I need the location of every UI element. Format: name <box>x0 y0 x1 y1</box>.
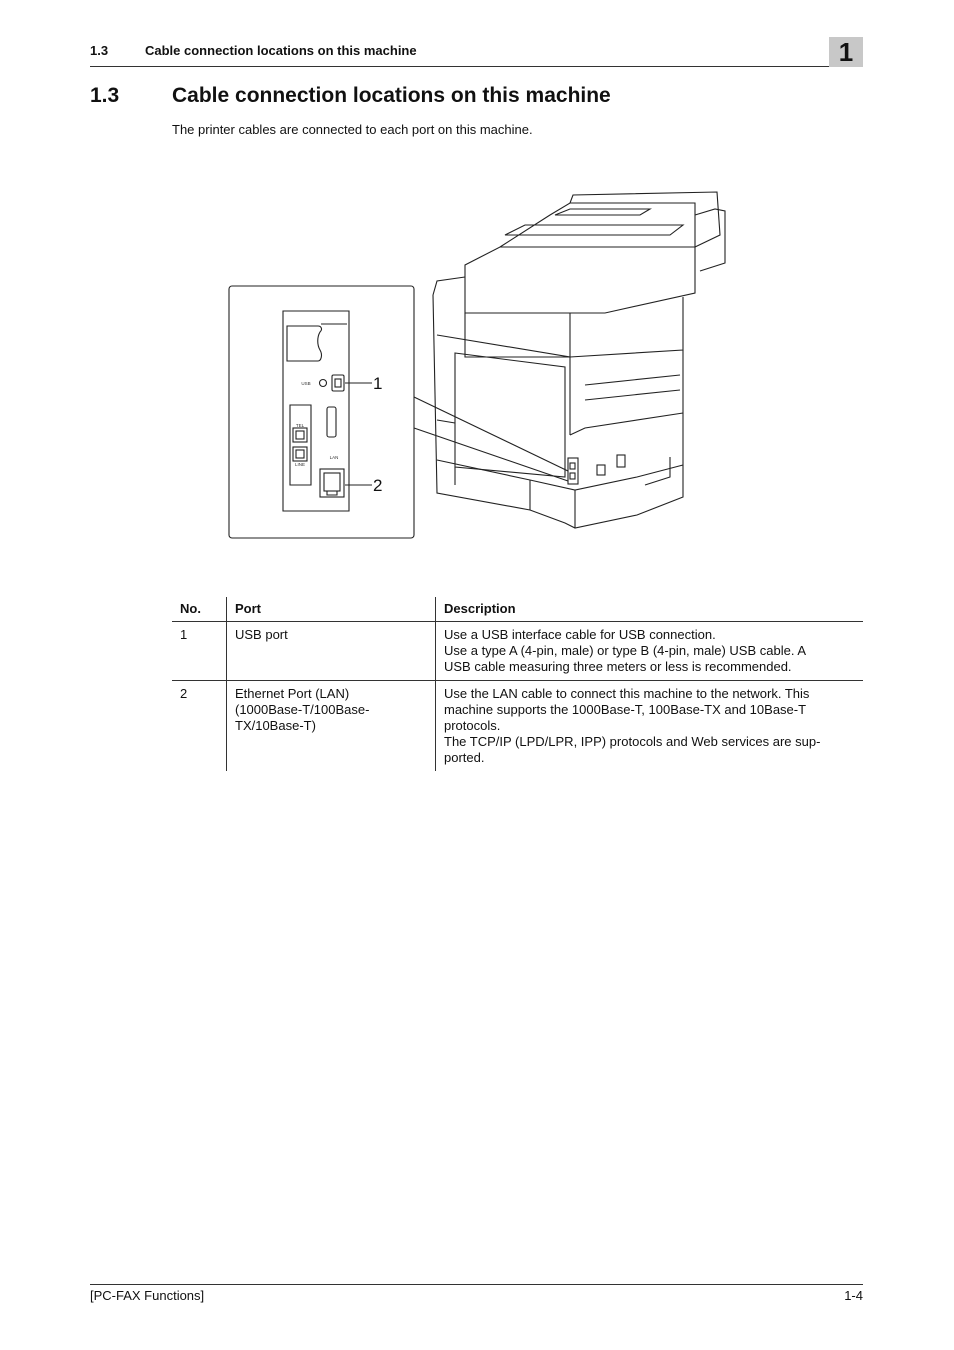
section-heading-number: 1.3 <box>90 84 120 107</box>
header-section-title: Cable connection locations on this machine <box>145 43 417 58</box>
header-section-number: 1.3 <box>90 43 109 58</box>
section-heading-title: Cable connection locations on this machine <box>172 84 611 107</box>
line-label: LINE <box>294 462 306 467</box>
table-row <box>172 622 863 681</box>
footer-page-number: 1-4 <box>844 1288 863 1303</box>
column-header-description: Description <box>436 597 864 622</box>
page-footer <box>90 1284 863 1303</box>
chapter-tab <box>829 37 863 67</box>
callout-2: 2 <box>373 476 383 495</box>
row-port: USB port <box>227 622 436 681</box>
callout-1: 1 <box>373 374 383 393</box>
ports-table <box>172 597 863 771</box>
row-description: Use the LAN cable to connect this machine to the network. This machine supports the 1000Base-T, 100Base-TX and 10Base-T protocols. The TCP/IP (LPD/LPR, IPP) protocols and Web services are sup- ported. <box>436 681 864 772</box>
row-port: Ethernet Port (LAN) (1000Base-T/100Base- TX/10Base-T) <box>227 681 436 772</box>
row-number: 1 <box>172 622 227 681</box>
lan-label: LAN <box>329 455 339 460</box>
machine-figure <box>225 185 735 545</box>
footer-manual-title: [PC-FAX Functions] <box>90 1288 205 1303</box>
machine-illustration <box>225 185 735 545</box>
column-header-port: Port <box>227 597 436 622</box>
tel-label: TEL <box>295 423 305 428</box>
table-header-row <box>172 597 863 622</box>
row-description: Use a USB interface cable for USB connection. Use a type A (4-pin, male) or type B (4-pin, male) USB cable. A USB cable measuring three meters or less is recommended. <box>436 622 864 681</box>
row-number: 2 <box>180 686 188 701</box>
column-header-no: No. <box>172 597 227 622</box>
table-row <box>172 681 863 772</box>
intro-paragraph: The printer cables are connected to each port on this machine. <box>172 122 533 137</box>
usb-label: USB <box>301 381 311 386</box>
chapter-number: 1 <box>838 37 854 67</box>
running-header <box>90 42 863 67</box>
